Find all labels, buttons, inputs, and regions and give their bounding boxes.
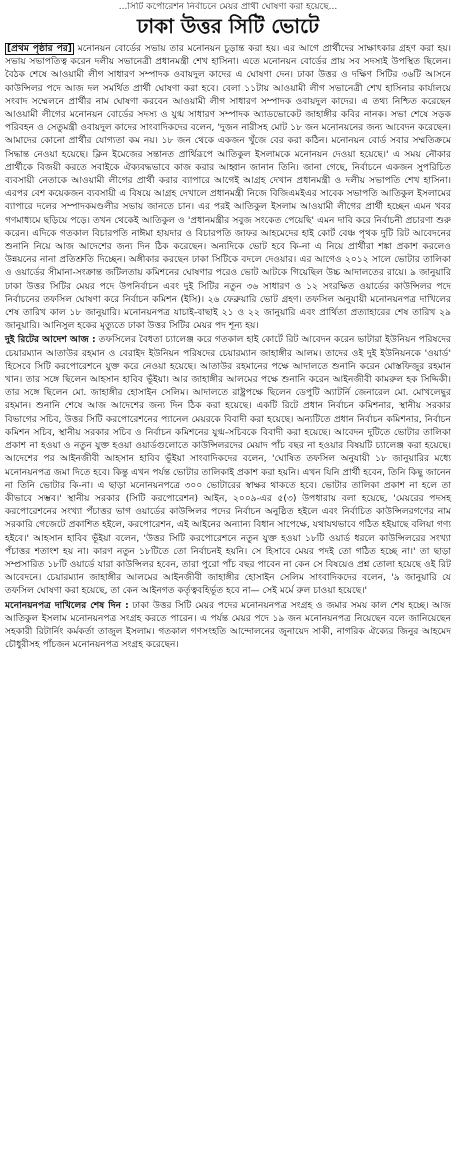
headline: ঢাকা উত্তর সিটি ভোটে [137,14,319,38]
article-paragraph-nomination-deadline [5,600,451,653]
continued-from-front-page-label: [প্রথম পৃষ্ঠার পর] [7,44,72,54]
paragraph-text: মনোনয়ন বোর্ডের সভায় তার মনোনয়ন চূড়ান্ত করা হয়। এর আগে প্রার্থীদের সাক্ষাৎকার গ্রহণ করা হয়। সভায় সভাপতিত্ব করেন দলীয় সভানেত্রী প্রধানমন্ত্রী শেখ হাসিনা। এতে মনোনয়ন বোর্ডের প্রায় সব সদস্যই উপস্থিত ছিলেন। বৈঠক শেষে আওয়ামী লীগ সাধারণ সম্পাদক ওবায়দুল কাদের এ ঘোষণা দেন। ঢাকা উত্তর ও দক্ষিণ সিটির ৩৬টি আসনে কাউন্সিলর পদে আজ দল সমর্থিত প্রার্থী ঘোষণা করা হবে। বেলা ১১টায় আওয়ামী লীগ সভানেত্রী শেখ হাসিনার কার্যালয়ে সংবাদ সম্মেলনে প্রার্থীর নাম ঘোষণা করবেন আওয়ামী লীগ সাধারণ সম্পাদক ওবায়দুল কাদের। এ তথ্য নিশ্চিত করেছেন আওয়ামী লীগের মনোনয়ন বোর্ডের সদস্য ও যুগ্ম সাধারণ সম্পাদক অ্যাডভোকেট জাহাঙ্গীর কবির নানক। সভা শেষে সড়ক পরিবহন ও সেতুমন্ত্রী ওবায়দুল কাদের সাংবাদিকদের বলেন, 'দুজন নারীসহ মোট ১৮ জন মনোনয়নের জন্য আবেদন করেছেন। আমাদের কোনো প্রার্থীর যোগ্যতা কম নয়। ১৮ জন থেকে একজন খুঁজে বের করা কঠিন। মনোনয়ন বোর্ড সবার সম্মতিক্রমে সিদ্ধান্ত নেওয়া হয়েছে। ক্লিন ইমেজের সন্তানত প্রার্থিরূপে আতিকুল ইসলামকে মনোনয়ন দেওয়া হয়েছে।' এ সময় নৌকার প্রার্থীকে বিজয়ী করতে সবাইকে ঐক্যবদ্ধভাবে কাজ করার আহ্বান জানান তিনি। জানা গেছে, নির্বাচনে একজন সুপরিচিত ব্যবসায়ী নেতাকে আওয়ামী লীগের প্রার্থী করার ব্যাপারে আগেই আগ্রহ দেখান প্রধানমন্ত্রী ও দলীয় সভাপতি শেখ হাসিনা। এরপর বেশ কয়েকজন ব্যবসায়ী এ বিষয়ে আগ্রহ দেখালে প্রধানমন্ত্রী নিজে বিজিএমইএর সাবেক সভাপতি আতিকুল ইসলামের ব্যাপারে দলের সম্পাদকমণ্ডলীর সভায় জানতে চান। এর পরই আতিকুল ইসলাম আওয়ামী লীগের প্রার্থী হচ্ছেন এমন খবর গণমাধ্যমে ছড়িয়ে পড়ে। তখন থেকেই আতিকুল ও 'প্রধানমন্ত্রীর সবুজ সংকেত পেয়েছি' এমন দাবি করে নির্বাচনী প্রচারণা শুরু করেন। এদিকে গতকাল বিচারপতি নাঈমা হায়দার ও বিচারপতি জাফর আহমেদের হাই কোর্ট বেঞ্চ পৃথক দুটি রিট আবেদনের শুনানি নিয়ে আজ আদেশের জন্য দিন ঠিক করেছেন। অন্যদিকে ভোট হবে কি-না এ নিয়ে প্রার্থীরা শঙ্কা প্রকাশ করলেও উন্নয়নের নানা প্রতিশ্রুতি দিচ্ছেন। অঙ্গীকার করছেন ঢাকা সিটিকে বদলে দেওয়ার। এর আগেও ২০১২ সালে ভোটার তালিকা ও ওয়ার্ডের সীমানা-সংক্রান্ত জটিলতায় কমিশনের ঘোষণার পরেও ভোট আটকে গিয়েছিল উচ্চ আদালতের রায়ে। ৯ জানুয়ারি ঢাকা উত্তর সিটির মেয়র পদে উপনির্বাচন এবং দুই সিটির নতুন ৩৬ সাধারণ ও ১২ সংরক্ষিত ওয়ার্ডের কাউন্সিলর পদে নির্বাচনের তফসিল ঘোষণা করে নির্বাচন কমিশন (ইসি)। ২৬ ফেব্রুয়ারি ভোট গ্রহণ। তফসিল অনুযায়ী মনোনয়নপত্র দাখিলের শেষ তারিখ কাল ১৮ জানুয়ারি। মনোনয়নপত্র যাচাই-বাছাই ২১ ও ২২ জানুয়ারি এবং প্রার্থিতা প্রত্যাহারের শেষ তারিখ ২৯ জানুয়ারি। আনিসুল হকের মৃত্যুতে ঢাকা উত্তর সিটির মেয়র পদ শূন্য হয়। [5,44,451,332]
paragraph-text: ঢাকা উত্তর সিটি মেয়র পদের মনোনয়নপত্র সংগ্রহ ও জমার সময় কাল শেষ হচ্ছে। আজ আতিকুল ইসলাম মনোনয়নপত্র সংগ্রহ করতে পারেন। এ পর্যন্ত মেয়র পদে ১৯ জন মনোনয়নপত্র নিয়েছেন বলে জানিয়েছেন সহকারী রিটার্নিং কর্মকর্তা তাজুল ইসলাম। গতকাল গণসংহতি আন্দোলনের জুনায়েদ সাকী, নাগরিক ঐক্যের জিনুর আহমেদ চৌধুরীসহ পাঁচজন মনোনয়নপত্র সংগ্রহ করেছেন। [5,600,451,651]
article-paragraph-continuation [5,43,451,333]
cut-off-top-line: ...সিটি কর্পোরেশন নির্বাচনে মেয়র প্রার্থী ঘোষণা করা হয়েছে... [118,2,338,12]
paragraph-text: তফসিলের বৈধতা চ্যালেঞ্জ করে গতকাল হাই কোর্টে রিট আবেদন করেন ভাটারা ইউনিয়ন পরিষদের চেয়ারম্যান আতাউর রহমান ও বেরাইদ ইউনিয়ন পরিষদের চেয়ারম্যান জাহাঙ্গীর আলম। তাদের ওই দুই ইউনিয়নকে 'ওয়ার্ড' হিসেবে সিটি করপোরেশনে যুক্ত করে নেওয়া হয়েছে। আতাউর রহমানের পক্ষে আদালতে শুনানি করেন মোস্তফিজুর রহমান খান। তার সঙ্গে ছিলেন আহসান হাবিব ভূঁইয়া। আর জাহাঙ্গীর আলমের পক্ষে শুনানি করেন আইনজীবী কামরুল হক সিদ্দিকী। তার সঙ্গে ছিলেন মো. জাহাঙ্গীর হোসাইন সেলিম। আদালতে রাষ্ট্রপক্ষে ছিলেন ডেপুটি অ্যাটর্নি জেনারেল মো. মোখলেছুর রহমান। শুনানি শেষে আজ আদেশের জন্য দিন ঠিক করা হয়েছে। একটি রিটে প্রধান নির্বাচন কমিশনার, স্থানীয় সরকার বিভাগের সচিব, উত্তর সিটি করপোরেশনের প্যানেল মেয়রকে বিবাদী করা হয়েছে। অন্যটিতে প্রধান নির্বাচন কমিশনার, নির্বাচন কমিশন সচিব, স্থানীয় সরকার সচিব ও নির্বাচন কমিশনের যুগ্ম-সচিবকে বিবাদী করা হয়েছে। আবেদন দুটিতে ভোটার তালিকা প্রকাশ না হওয়া ও নতুন যুক্ত হওয়া ওয়ার্ডগুলোতে কাউন্সিলরদের মেয়াদ পাঁচ বছর না হওয়ার বিষয়টি চ্যালেঞ্জ করা হয়েছে। আদেশের পর আইনজীবী আহসান হাবিব ভূঁইয়া সাংবাদিকদের বলেন, 'ঘোষিত তফসিল অনুযায়ী ১৮ জানুয়ারির মধ্যে মনোনয়নপত্র জমা দিতে হবে। কিন্তু এখন পর্যন্ত ভোটার তালিকাই প্রকাশ করা হয়নি। এখন যিনি প্রার্থী হবেন, তিনি কিছু জানেন না তিনি ভোটার কি-না। এ ছাড়া মনোনয়নপত্রে ৩০০ ভোটারের স্বাক্ষর থাকতে হবে। ভোটার তালিকা প্রকাশ না হলে তা কীভাবে সম্ভব।' স্থানীয় সরকার (সিটি করপোরেশন) আইন, ২০০৯-এর ৫(৩) উপধারায় বলা হয়েছে, 'মেয়রের পদসহ করপোরেশনের সংখ্যা পঁচাত্তর ভাগ ওয়ার্ডের কাউন্সিলর পদের নির্বাচন অনুষ্ঠিত হইলে এবং নির্বাচিত কাউন্সিলরগণের নাম সরকারি গেজেটে প্রকাশিত হইলে, করপোরেশন, এই আইনের অন্যান্য বিধান সাপেক্ষে, যথাযথভাবে গঠিত হইয়াছে বলিয়া গণ্য হইবে।' আহসান হাবিব ভূঁইয়া বলেন, 'উত্তর সিটি করপোরেশনে নতুন যুক্ত হওয়া ১৮টি ওয়ার্ড ধরলে কাউন্সিলরের সংখ্যা পঁচাত্তর শতাংশ হয় না। কারণ নতুন ১৮টিতে তো নির্বাচনই হয়নি। সে হিসাবে মেয়র পদই তো গঠিত হচ্ছে না।' তা ছাড়া সম্প্রসারিত ১৮টি ওয়ার্ডে যারা কাউন্সিলর হবেন, তারা পুরো পাঁচ বছর পাবেন না কেন সে বিষয়েও প্রশ্ন তোলা হয়েছে ওই রিট আবেদনে। চেয়ারম্যান জাহাঙ্গীর আলমের আইনজীবী জাহাঙ্গীর হোসাইন সেলিম সাংবাদিকদের বলেন, '৯ জানুয়ারি যে তফসিল ঘোষণা করা হয়েছে, তা কেন আইনগত কর্তৃত্ববহির্ভূত হবে না— সেই মর্মে রুল চাওয়া হয়েছে।' [5,335,451,597]
article-paragraph-writ-order [5,334,451,598]
subheading-writ-order: দুই রিটের আদেশ আজ : [5,335,96,346]
subheading-nomination-deadline: মনোনয়নপত্র দাখিলের শেষ দিন : [5,600,129,611]
